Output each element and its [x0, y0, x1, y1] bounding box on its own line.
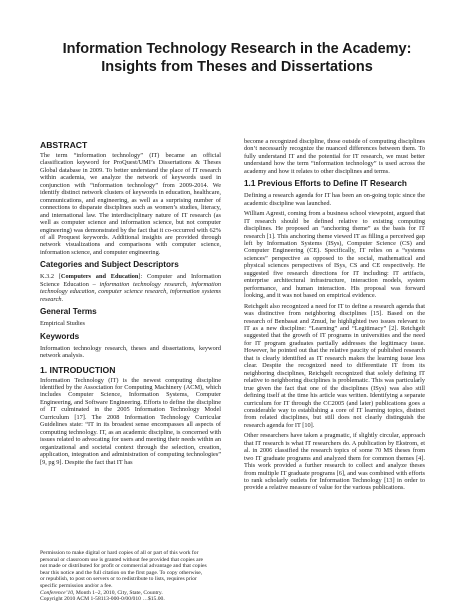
- conference-name: Conference’10,: [40, 589, 75, 596]
- categories-bold: Computers and Education: [60, 273, 139, 281]
- title-line-1: Information Technology Research in the Academy:: [62, 41, 412, 57]
- permission-line: specific permission and/or a fee.: [40, 582, 113, 589]
- keywords-heading: Keywords: [40, 331, 80, 341]
- keywords-text: Information technology research, theses and dissertations, keyword network analysis.: [40, 344, 221, 360]
- permission-line: personal or classroom use is granted without fee provided that copies are: [40, 556, 203, 563]
- left-column: [40, 140, 221, 469]
- conference-details: Month 1–2, 2010, City, State, Country.: [74, 589, 163, 596]
- title-line-2: Insights from Theses and Dissertations: [101, 59, 373, 75]
- permission-line: bear this notice and the full citation on the first page. To copy otherwise,: [40, 569, 203, 576]
- categories-heading: Categories and Subject Descriptors: [40, 260, 179, 270]
- section-1-1-paragraph: Reichgelt also recognized a need for IT to define a research agenda that was distinctive from neighboring disciplines [15]. Based on the research of Benbasat and Zmud, he highlighted two issues relevant to IT as a new discipline: “Learning” and “Legitimacy” [2]. Reichgelt suggested that the growth of IT programs in universities and the need for IT program graduates partially addresses the legitimacy issue. However, he pointed out that the relative paucity of published research that is clearly identified as IT research makes the learning issue less clear. Despite the recognized need to differentiate IT from its neighboring disciplines, Reichgelt recognized that solely defining IT relative to neighboring disciplines is problematic. This was particularly true given the fact that one of the disciplines (ISys) was also still defining itself at the time his article was written. Identifying a separate curriculum for IT through the CC2005 (and later) publications goes a considerable way to establishing a core of IT learning topics, distinct from related disciplines, but still does not clearly distinguish the research agenda for IT [10].: [244, 302, 425, 429]
- permission-line: Permission to make digital or hard copies of all or part of this work for: [40, 550, 199, 556]
- permission-line: not made or distributed for profit or commercial advantage and that copies: [40, 563, 207, 570]
- categories-after: ]: Computer and Information Science Education –: [40, 273, 222, 288]
- section-1-1-paragraph: William Agresti, coming from a business school viewpoint, argued that IT research should be defined relative to existing computing disciplines. He proposed an “anchoring theme” as the basis for IT research [1]. This anchoring theme viewed IT as filling a perceived gap left by Information Systems (ISys), Computer Science (CS) and Computer Engineering (CE). Specifically, IT relies on a “systems sciences” perspective as opposed to the social, mathematical and physical sciences perspectives of ISys, CS and CE respectively. He suggested five research directions for IT including: IT artifacts, enterprise architectural infrastructure, interaction models, system performance, and human interaction. His proposal was forward looking, and it was not based on empirical evidence.: [244, 210, 425, 300]
- copyright-line: Copyright 2010 ACM 1-58113-000-0/00/010 …$15.00.: [40, 596, 165, 603]
- general-terms-heading: General Terms: [40, 307, 97, 317]
- abstract-heading: ABSTRACT: [40, 140, 88, 150]
- section-1-1-paragraph: Other researchers have taken a pragmatic, if slightly circular, approach that IT research is what IT researchers do. A publication by Ekstrom, et al. in 2006 classified the research topics of some 70 MS theses from two IT graduate programs and analyzed them for common themes [4]. This work provided a further research to collect and analyze theses from multiple IT graduate programs [6], and was combined with efforts to rank scholarly outlets for Information Technology [13] in order to provide a relative measure of value for the various publications.: [244, 432, 425, 492]
- general-terms-text: Empirical Studies: [40, 320, 85, 328]
- categories-text: [40, 273, 221, 303]
- section-1-1-paragraph: Defining a research agenda for IT has been an on-going topic since the academic discipline was launched.: [244, 192, 425, 207]
- intro-continued-text: become a recognized discipline, those outside of computing disciplines don’t necessarily recognize the nuanced differences between them. To fully understand IT and the potential for IT research, we must better understand how the term “information technology” is used across the academy and how it relates to other disciplines and terms.: [244, 138, 425, 175]
- introduction-heading: 1. INTRODUCTION: [40, 364, 116, 375]
- categories-italic: information technology research, information technology education, computer science research, information systems research.: [40, 280, 222, 303]
- paper-title: [40, 40, 434, 76]
- abstract-text: The term “information technology” (IT) became an official classification keyword for ProQuest/UMI’s Dissertations & Theses Global database in 2009. To better understand the place of IT research within academia, we analyze the network of keywords used in conjunction with “information technology” from 2009-2014. We identify distinct network clusters of keywords in education, healthcare, communications, and engineering, as well as a surprising number of connections to disparate disciplines such as women’s studies, literacy, and international law. The interdisciplinary nature of IT research (as well as computer science and information science, but not computer engineering) was demonstrated by the fact that it co-occurred with 62% of all Proquest keywords. Additional insights are provided through network visualizations and comparisons with computer science, information science, and computer engineering.: [40, 152, 221, 256]
- section-1-1-heading: 1.1 Previous Efforts to Define IT Research: [244, 179, 407, 189]
- categories-code: K.3.2 [: [40, 273, 61, 281]
- right-column: [244, 138, 425, 495]
- permission-line: or republish, to post on servers or to redistribute to lists, requires prior: [40, 576, 197, 583]
- permission-notice: [40, 550, 221, 603]
- introduction-text: Information Technology (IT) is the newest computing discipline identified by the Association for Computing Machinery (ACM), which includes Computer Science, Information Systems, Computer Engineering, and Software Engineering. Efforts to define the discipline of IT culminated in the 2005 Information Technology Model Curriculum [17]. The 2008 Information Technology Curricular Guidelines state: “IT in its broadest sense encompasses all aspects of computing technology. IT, as an academic discipline, is concerned with issues related to advocating for users and meeting their needs within an organizational and societal context through the selection, creation, application, integration and administration of computing technologies” [9, pg 9]. Despite the fact that IT has: [40, 376, 221, 466]
